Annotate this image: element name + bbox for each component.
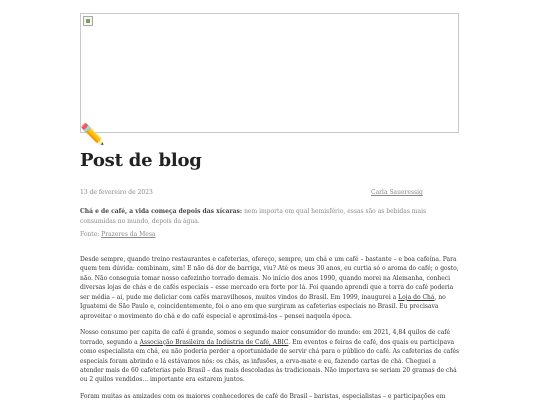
post-date: 13 de fevereiro de 2023 xyxy=(80,189,153,196)
lead-text: nem importa em qual hemisfério, essas são as bebidas mais consumidas no mundo, depois da água. xyxy=(80,208,427,225)
post-lead xyxy=(80,207,460,226)
source-label: Fonte: xyxy=(80,231,102,238)
loja-do-cha-link[interactable]: Loja do Chá xyxy=(398,293,435,301)
paragraph-text: Nosso consumo per capita de café é grande, somos o segundo maior consumidor do mundo: em 2021, 4,84 quilos de café torrado, segundo a xyxy=(80,329,451,346)
paragraph xyxy=(80,255,460,321)
post-meta xyxy=(80,189,459,196)
paragraph-text: Desde sempre, quando treino restaurantes e cafeterias, ofereço, sempre, um chá e um café – bastante – e boa cafeína. Para quem tem dúvida: combinam, sim! E não dá dor de barriga, viu? Até os meus 30 anos, eu curtia só o aroma do café; o gosto, não. Não conseguia tomar nosso cafezinho torrado demais. No início dos anos 1990, quando morei na Alemanha, conheci diversas lojas de chás e de cafés especiais – esse mercado era forte por lá. Foi quando aprendi que a torra do café poderia ser média – ai, pude me deliciar com cafés maravilhosos, muitos vindos do Brasil. Em 1999, inaugurei a xyxy=(80,256,459,301)
paragraph-text: . Em eventos e feiras de café, dos quais eu participava como especialista em chá, eu não poderia perder a oportunidade de servir chá para o público do café. As cafeterias de cafés especiais foram abrindo e lá estávamos nós: os chás, as infusões, a erva-mate e eu, fazendo cartas de chá. Cheguei a atender mais de 60 cafeterias pelo Brasil – das mais descoladas às tradicionais. Não importava se seriam 20 gramas de chá ou 2 quilos vendidos... importante era estarem juntos. xyxy=(80,338,460,384)
paragraph-text: , no Iguatemi de São Paulo e, coincidentemente, foi o ano em que surgiram as cafeterias especiais no Brasil. Eu precisava aproveitar o movimento do chá e do café especial e aproximá-los – pensei naquela época. xyxy=(80,293,446,320)
post-title: Post de blog xyxy=(80,150,202,171)
post-source xyxy=(80,231,460,238)
abic-link[interactable]: Associação Brasileira da Indústria de Café, ABIC xyxy=(139,338,289,346)
lead-bold: Chá e de café, a vida começa depois das xícaras: xyxy=(80,208,243,215)
hero-image xyxy=(80,13,459,133)
broken-image-icon xyxy=(83,16,93,26)
source-link[interactable]: Prazeres da Mesa xyxy=(101,231,156,238)
paragraph xyxy=(80,392,460,401)
post-body xyxy=(80,255,460,408)
paragraph xyxy=(80,328,460,385)
paragraph-text: Foram muitas as amizades com os maiores conhecedores de café do Brasil – baristas, especialistas – e participações em xyxy=(80,392,446,400)
author-link[interactable]: Carla Saueressig xyxy=(371,189,423,196)
pencil-icon[interactable]: ✏️ xyxy=(80,122,105,146)
